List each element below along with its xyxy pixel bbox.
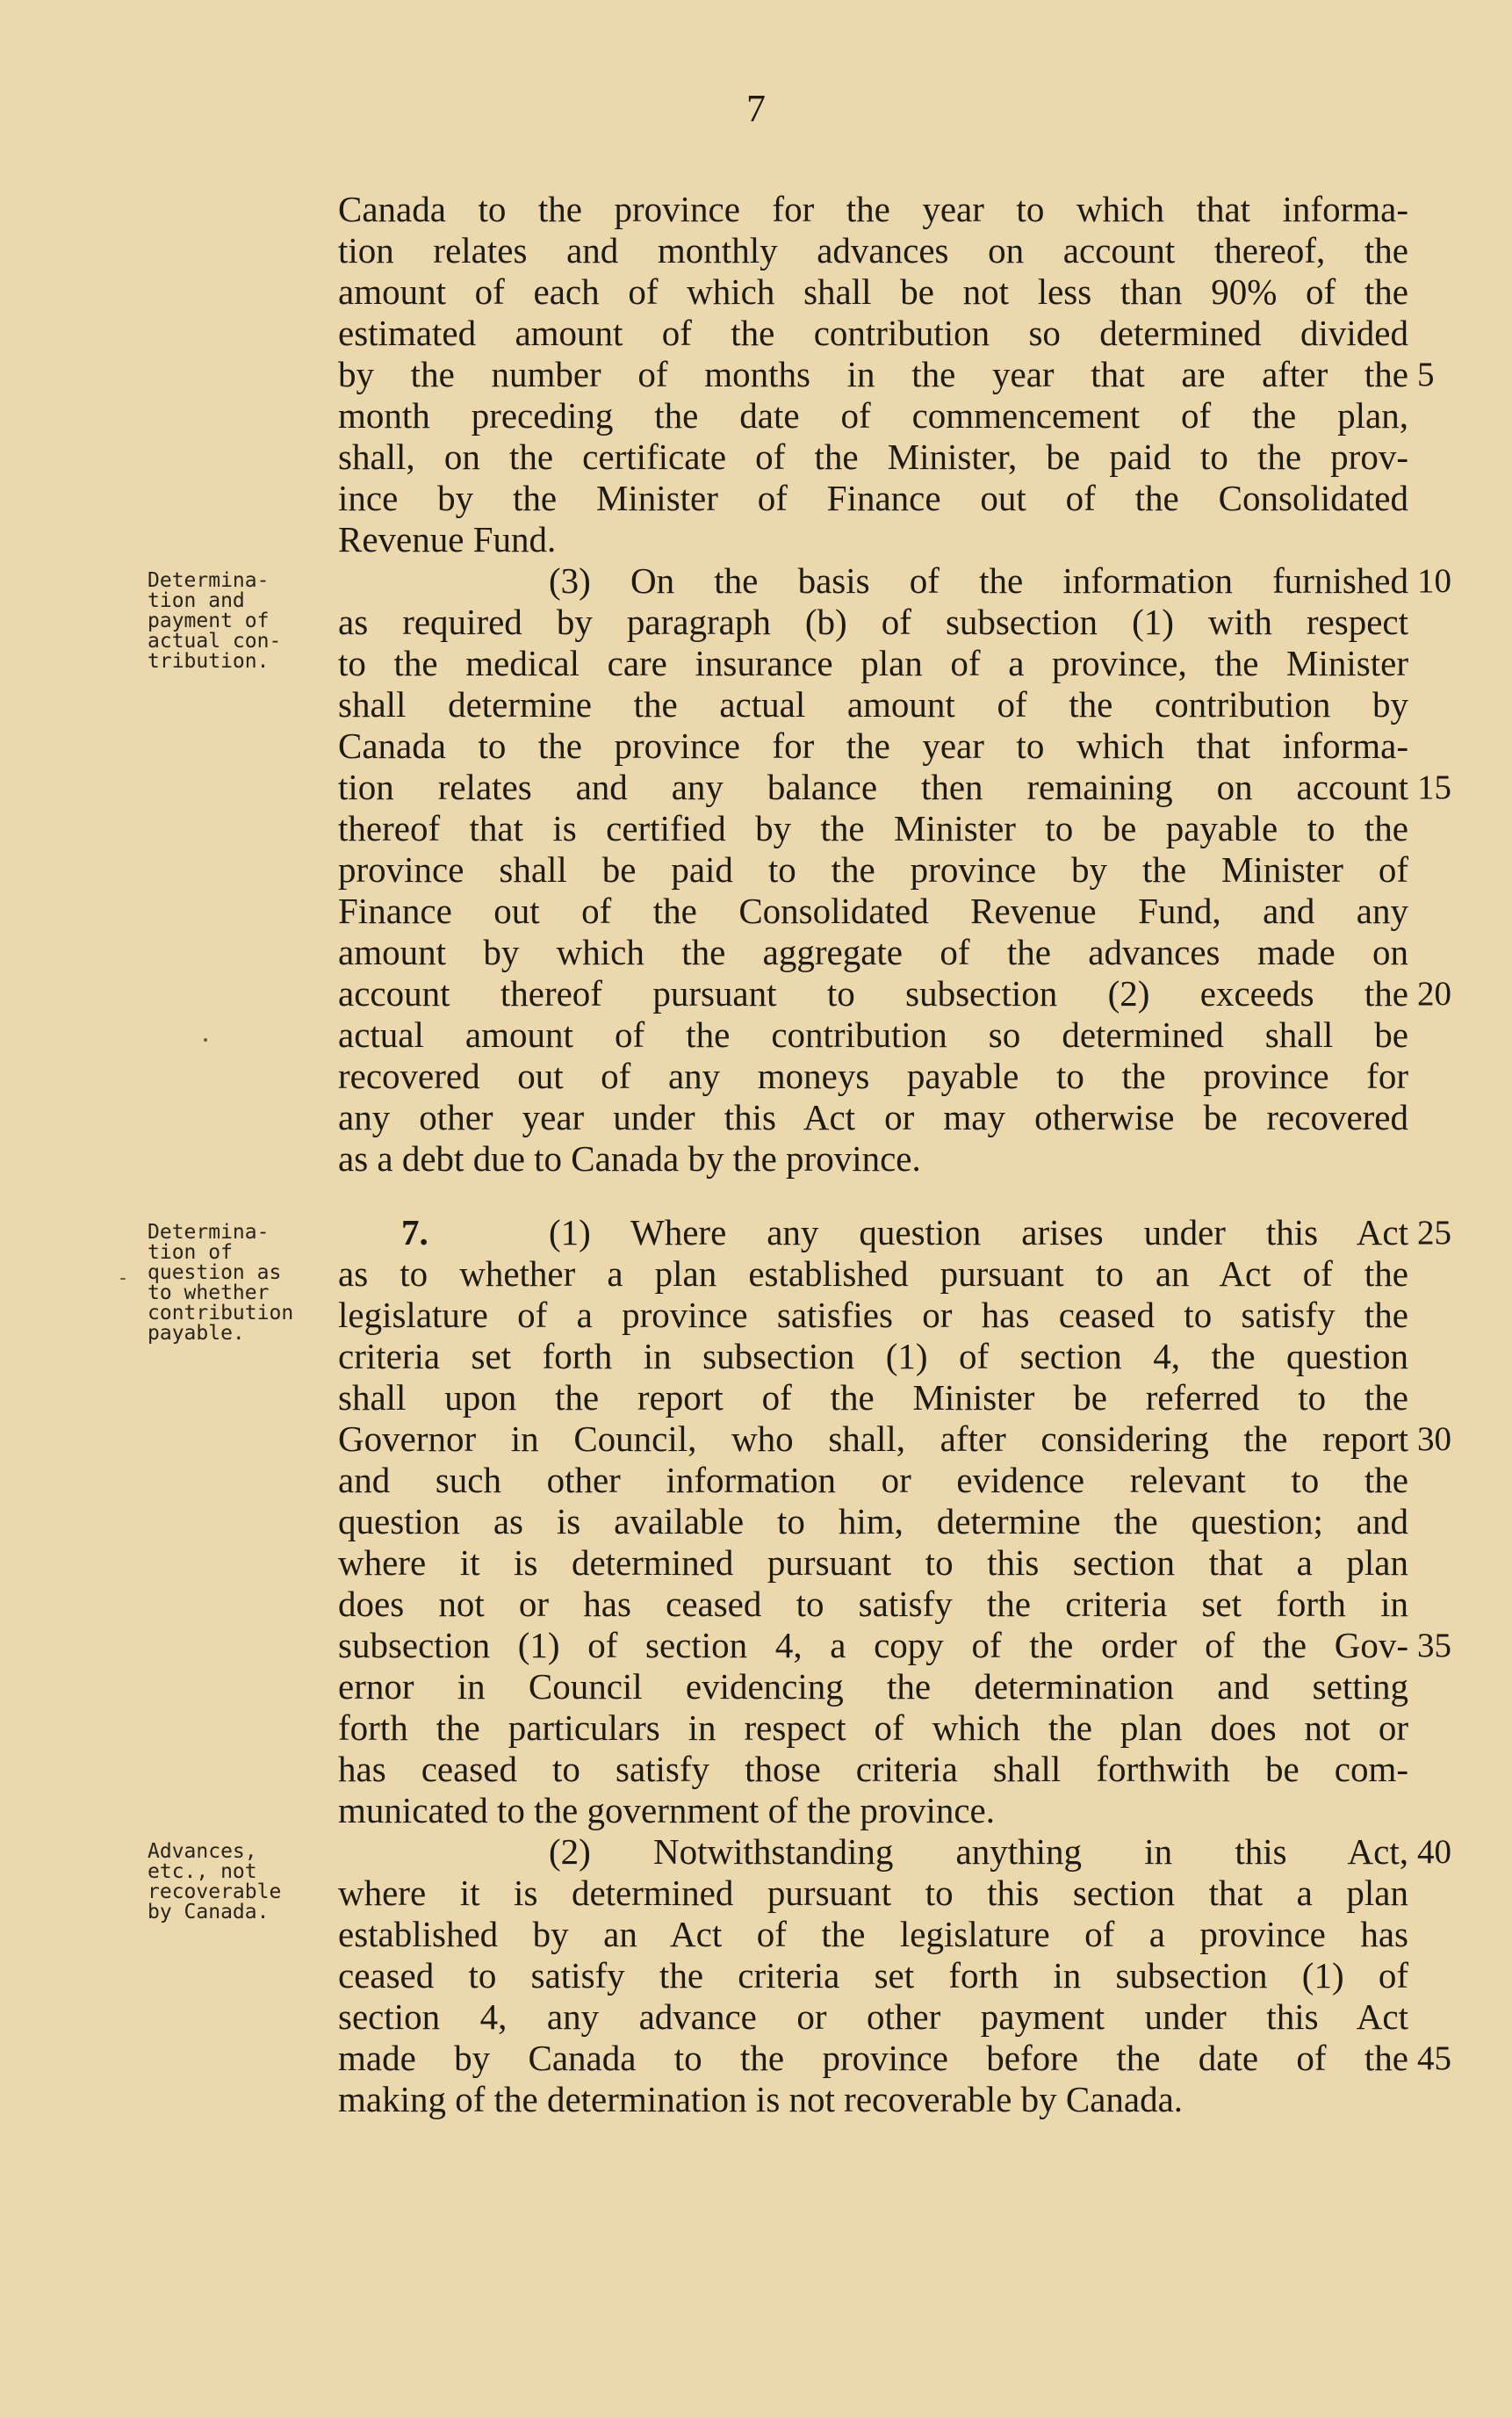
body-line: Finance out of the Consolidated Revenue Fund, and any [338, 891, 1408, 931]
body-line: Canada to the province for the year to which that informa- [338, 189, 1408, 229]
body-line: recovered out of any moneys payable to the province for [338, 1056, 1408, 1096]
margin-note-line: etc., not [148, 1860, 257, 1883]
body-line: has ceased to satisfy those criteria shall forthwith be com- [338, 1749, 1408, 1789]
body-line: amount of each of which shall be not less than 90% of the [338, 271, 1408, 312]
section-first-line-text: (1) Where any question arises under this Act [549, 1212, 1408, 1252]
margin-note-line: to whether [148, 1281, 270, 1304]
body-line: does not or has ceased to satisfy the criteria set forth in [338, 1584, 1408, 1624]
body-line: made by Canada to the province before the date of the [338, 2038, 1408, 2078]
body-line: ceased to satisfy the criteria set forth in subsection (1) of [338, 1955, 1408, 1996]
body-line: as required by paragraph (b) of subsection (1) with respect [338, 602, 1408, 642]
margin-note-line: payable. [148, 1322, 245, 1345]
body-line: shall determine the actual amount of the contribution by [338, 684, 1408, 725]
body-line: amount by which the aggregate of the advances made on [338, 932, 1408, 972]
body-line: question as is available to him, determine the question; and [338, 1501, 1408, 1541]
line-number: 35 [1417, 1627, 1451, 1664]
margin-note-line: Advances, [148, 1840, 257, 1863]
body-line: actual amount of the contribution so determined shall be [338, 1014, 1408, 1055]
margin-note-line: payment of [148, 610, 270, 632]
line-number: 15 [1417, 769, 1451, 806]
body-line: and such other information or evidence relevant to the [338, 1460, 1408, 1500]
body-line: as a debt due to Canada by the province. [338, 1138, 921, 1179]
body-line: month preceding the date of commencement of the plan, [338, 395, 1408, 436]
body-line: shall, on the certificate of the Minister, be paid to the prov- [338, 437, 1408, 477]
body-line [338, 1212, 1408, 1253]
line-number: 30 [1417, 1420, 1451, 1458]
line-number: 5 [1417, 356, 1435, 393]
margin-note-line: tion and [148, 589, 245, 612]
body-line: to the medical care insurance plan of a province, the Minister [338, 643, 1408, 683]
body-line: shall upon the report of the Minister be referred to the [338, 1377, 1408, 1418]
body-line: Revenue Fund. [338, 519, 557, 559]
line-number: 20 [1417, 975, 1451, 1013]
margin-note-line: recoverable [148, 1880, 282, 1903]
margin-note-line: actual con- [148, 630, 282, 653]
body-line: ince by the Minister of Finance out of the Consolidated [338, 478, 1408, 518]
body-line: thereof that is certified by the Minister to be payable to the [338, 808, 1408, 848]
body-line: making of the determination is not recoverable by Canada. [338, 2079, 1184, 2119]
paper-speck [120, 1278, 126, 1280]
body-line: tion relates and monthly advances on account thereof, the [338, 230, 1408, 271]
margin-note-line: Determina- [148, 1221, 270, 1244]
line-number: 25 [1417, 1214, 1451, 1252]
body-line: ernor in Council evidencing the determination and setting [338, 1666, 1408, 1707]
body-line: as to whether a plan established pursuant to an Act of the [338, 1253, 1408, 1294]
margin-note-line: Determina- [148, 569, 270, 592]
margin-note-line: tribution. [148, 650, 270, 673]
body-line: established by an Act of the legislature of a province has [338, 1914, 1408, 1954]
paper-speck [204, 1038, 207, 1042]
body-line: any other year under this Act or may otherwise be recovered [338, 1097, 1408, 1137]
body-line: account thereof pursuant to subsection (2) exceeds the [338, 973, 1408, 1014]
body-line: where it is determined pursuant to this section that a plan [338, 1873, 1408, 1913]
body-line: by the number of months in the year that are after the [338, 354, 1408, 394]
body-line: (2) Notwithstanding anything in this Act, [549, 1831, 1408, 1872]
body-line: tion relates and any balance then remaining on account [338, 767, 1408, 807]
margin-note-line: tion of [148, 1241, 233, 1264]
body-line: Canada to the province for the year to which that informa- [338, 725, 1408, 766]
line-number: 40 [1417, 1833, 1451, 1871]
line-number: 10 [1417, 562, 1451, 600]
body-line: legislature of a province satisfies or has ceased to satisfy the [338, 1295, 1408, 1335]
body-line: estimated amount of the contribution so determined divided [338, 313, 1408, 353]
margin-note-line: contribution [148, 1302, 294, 1324]
body-line: where it is determined pursuant to this section that a plan [338, 1542, 1408, 1583]
body-line: subsection (1) of section 4, a copy of the order of the Gov- [338, 1625, 1408, 1665]
body-line: municated to the government of the province. [338, 1790, 996, 1830]
line-number: 45 [1417, 2039, 1451, 2077]
page-number: 7 [746, 87, 766, 130]
body-line: section 4, any advance or other payment under this Act [338, 1996, 1408, 2037]
body-line: province shall be paid to the province by the Minister of [338, 849, 1408, 890]
body-line: criteria set forth in subsection (1) of section 4, the question [338, 1336, 1408, 1376]
margin-note-line: by Canada. [148, 1901, 270, 1924]
margin-note-line: question as [148, 1261, 282, 1284]
section-number: 7. [401, 1212, 428, 1252]
body-line: Governor in Council, who shall, after considering the report [338, 1418, 1408, 1459]
body-line: forth the particulars in respect of which the plan does not or [338, 1707, 1408, 1748]
body-line: (3) On the basis of the information furnished [549, 560, 1408, 601]
